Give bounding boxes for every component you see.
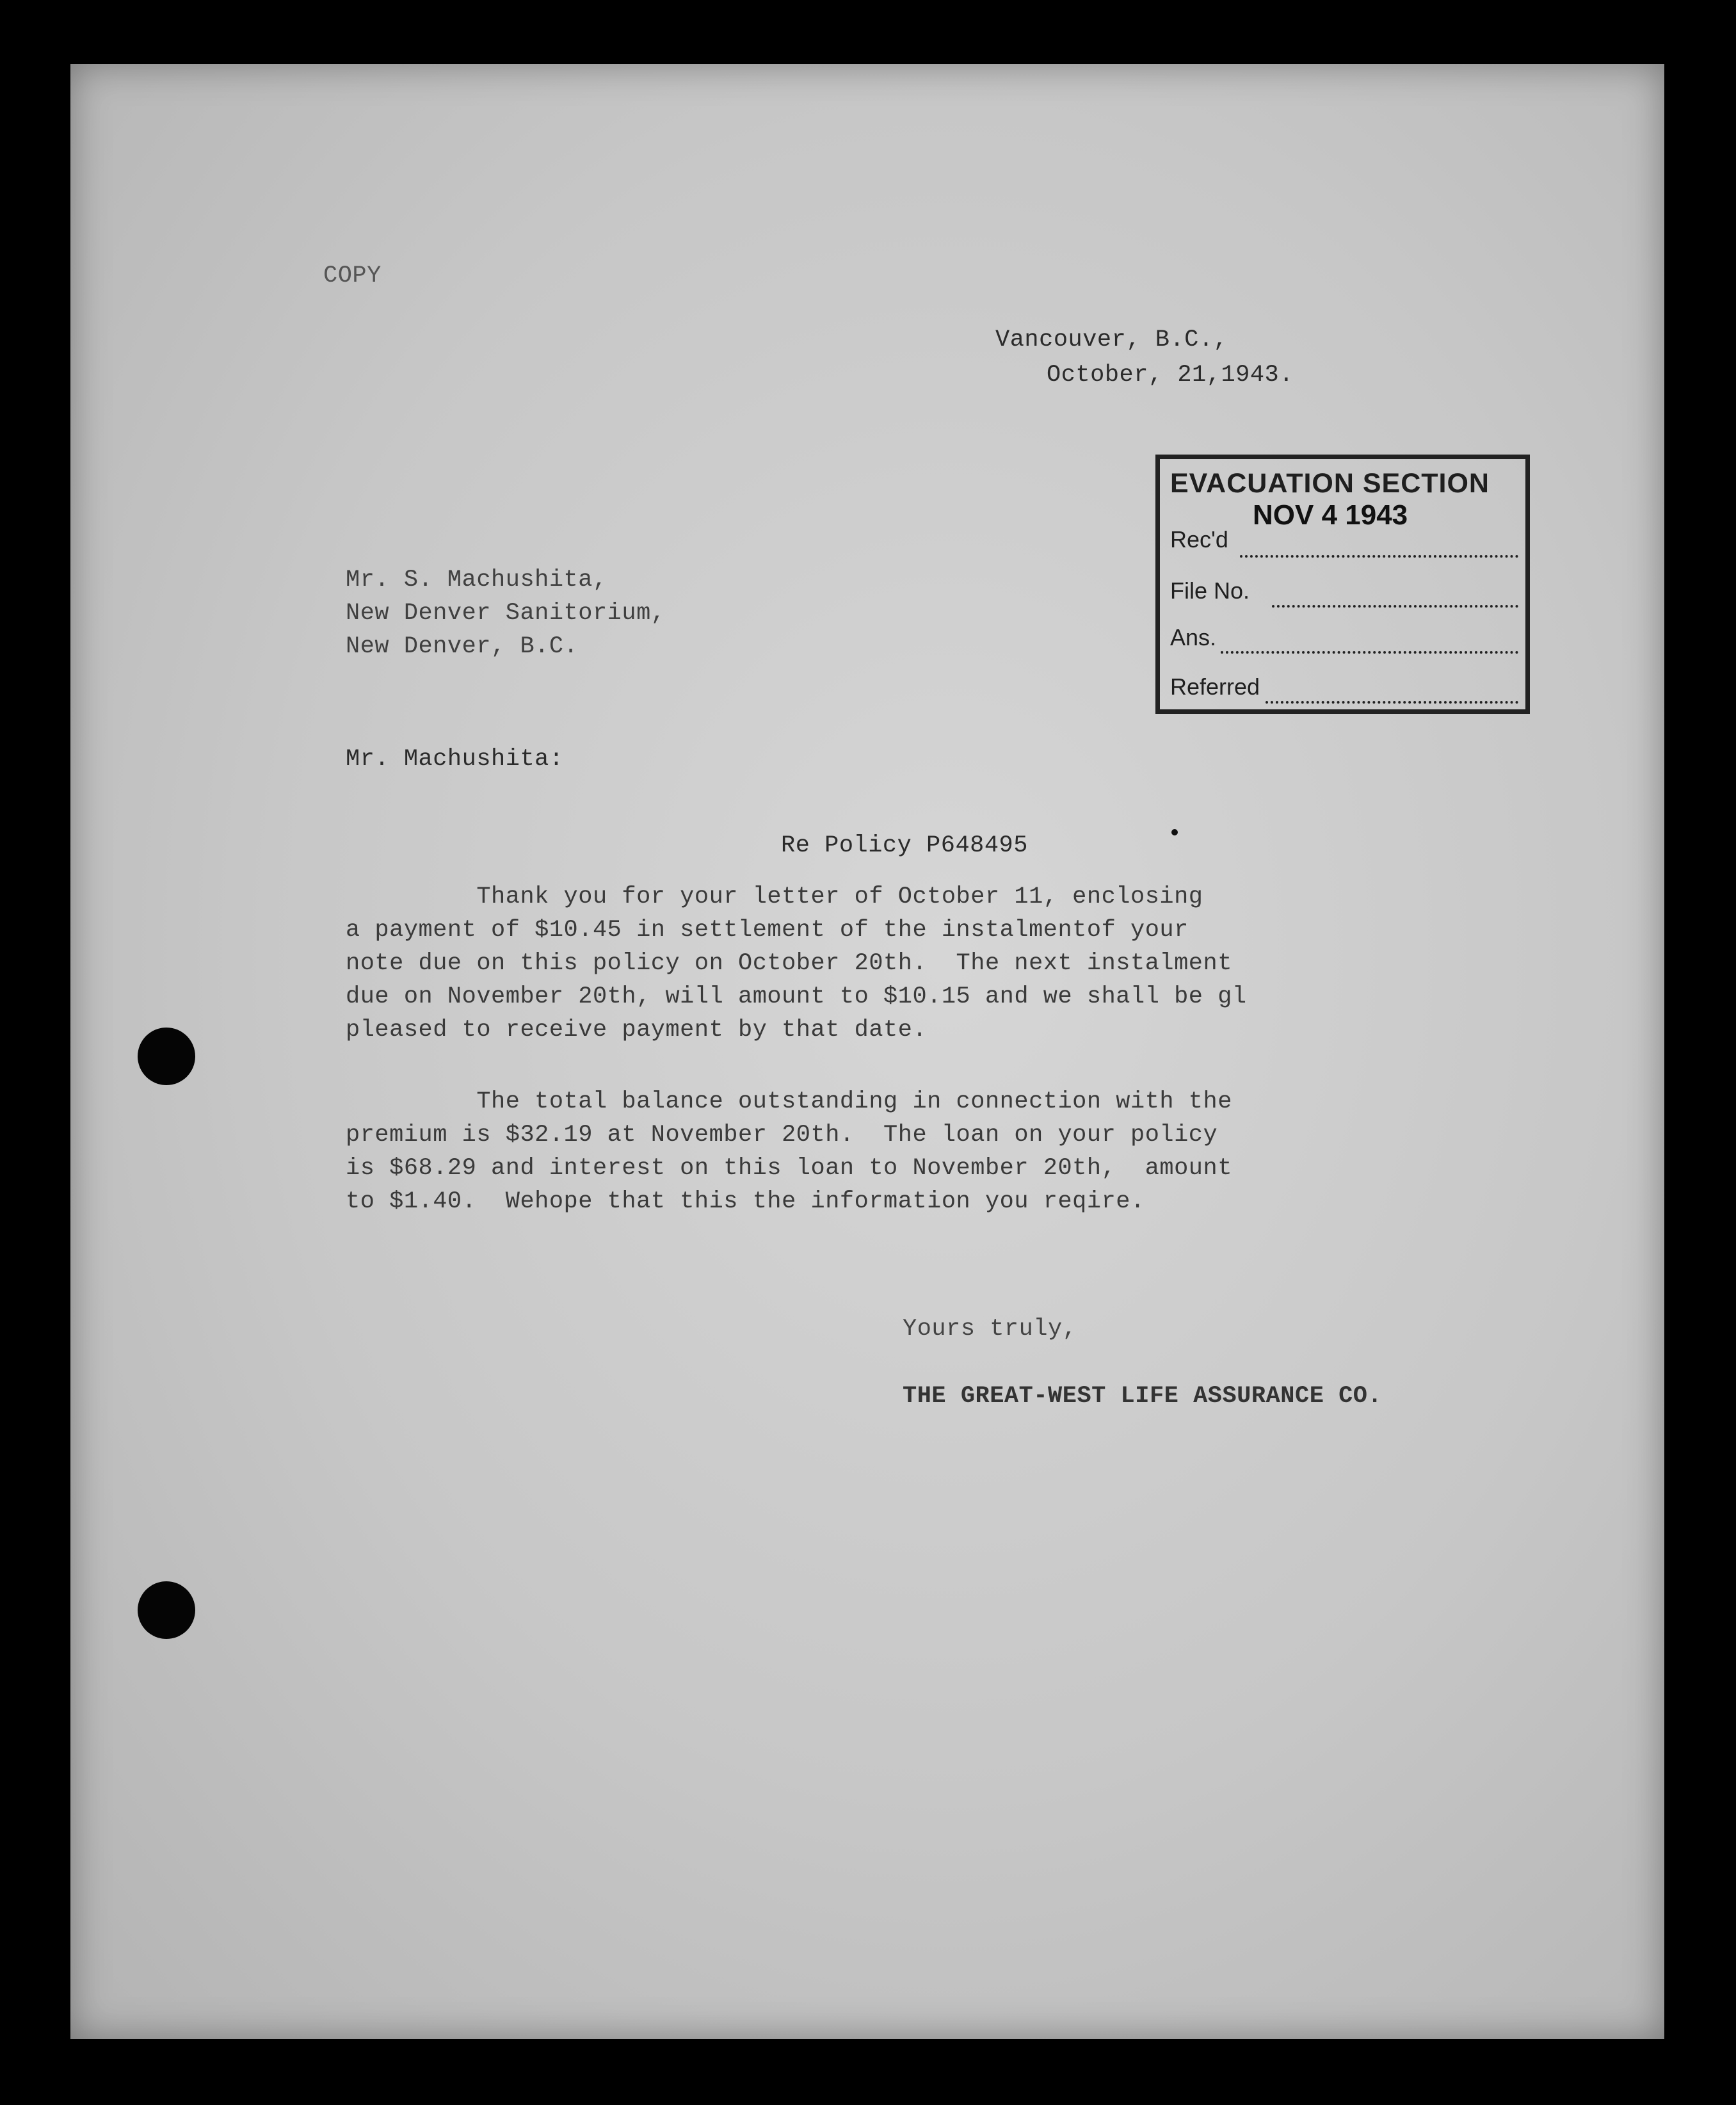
letter-date: October, 21,1943. — [1047, 362, 1294, 389]
paragraph-2-line: is $68.29 and interest on this loan to November 20th, amount — [346, 1155, 1232, 1182]
stamp-referred-line — [1266, 701, 1518, 704]
address-line-2: New Denver Sanitorium, — [346, 600, 666, 627]
stamp-received-line — [1240, 555, 1518, 558]
paragraph-2-line: to $1.40. Wehope that this the information you reqire. — [346, 1188, 1145, 1215]
salutation: Mr. Machushita: — [346, 746, 564, 773]
address-line-1: Mr. S. Machushita, — [346, 567, 607, 593]
recipient-address — [346, 563, 665, 663]
paragraph-1-line: note due on this policy on October 20th. The next instalment — [346, 950, 1232, 977]
subject-line: Re Policy P648495 — [781, 832, 1028, 859]
stamp-answered-line — [1221, 651, 1518, 654]
body-paragraph-1 — [346, 880, 1247, 1047]
address-line-3: New Denver, B.C. — [346, 633, 579, 660]
letter-page — [70, 64, 1664, 2039]
stamp-title: EVACUATION SECTION — [1170, 468, 1490, 499]
stamp-file-no-line — [1272, 605, 1518, 608]
stamp-received-label: Rec'd — [1170, 526, 1228, 552]
paragraph-2-line: premium is $32.19 at November 20th. The loan on your policy — [346, 1122, 1218, 1149]
paragraph-1-line: due on November 20th, will amount to $10.15 and we shall be gl — [346, 983, 1247, 1010]
stamp-answered-label: Ans. — [1170, 624, 1217, 650]
stamp-received-date: NOV 4 1943 — [1253, 499, 1408, 531]
paragraph-1-line: a payment of $10.45 in settlement of the instalmentof your — [346, 917, 1189, 944]
punch-hole-top — [138, 1028, 195, 1085]
punch-hole-bottom — [138, 1581, 195, 1639]
ink-speck — [1171, 829, 1178, 835]
body-paragraph-2 — [346, 1085, 1232, 1218]
copy-mark: COPY — [323, 262, 382, 289]
stamp-referred-label: Referred — [1170, 673, 1260, 700]
evacuation-section-stamp — [1155, 455, 1530, 714]
closing: Yours truly, — [903, 1316, 1077, 1343]
paragraph-1-line: Thank you for your letter of October 11, enclosing — [346, 883, 1203, 910]
paragraph-2-line: The total balance outstanding in connection with the — [346, 1088, 1232, 1115]
stamp-file-no-label: File No. — [1170, 577, 1250, 604]
paragraph-1-line: pleased to receive payment by that date. — [346, 1017, 928, 1044]
letter-place: Vancouver, B.C., — [995, 327, 1228, 353]
company-signature: THE GREAT-WEST LIFE ASSURANCE CO. — [903, 1383, 1383, 1410]
